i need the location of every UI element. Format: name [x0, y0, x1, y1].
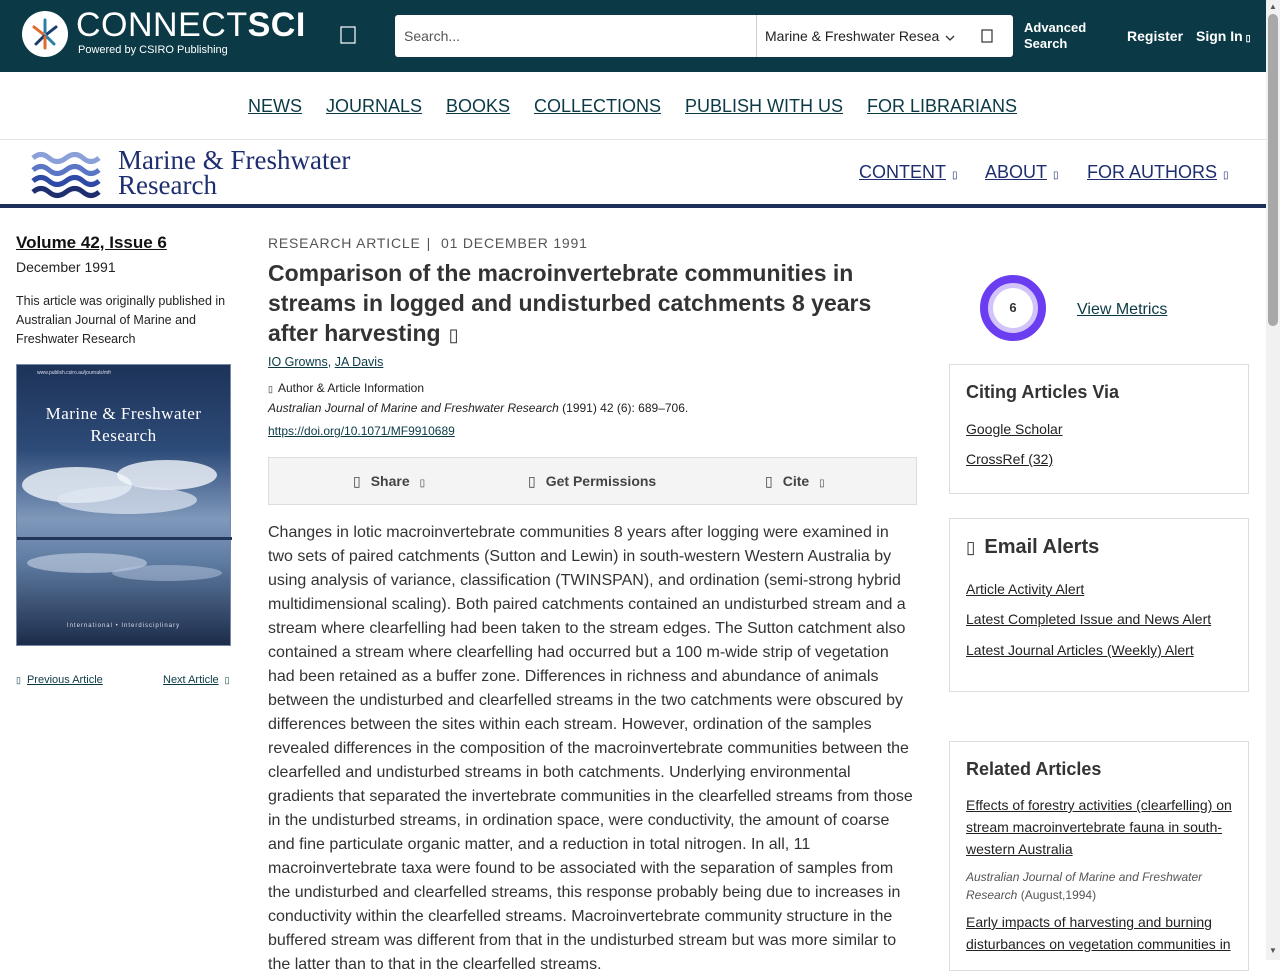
cite-label: Cite: [782, 473, 810, 489]
advanced-search-line2: Search: [1024, 36, 1068, 51]
cover-landscape-illustration: [17, 445, 232, 615]
nav-publish-with-us[interactable]: PUBLISH WITH US: [685, 96, 844, 116]
citing-articles-panel: [949, 364, 1249, 494]
latest-articles-alert-link[interactable]: Latest Journal Articles (Weekly) Alert: [966, 642, 1194, 658]
journal-waves-logo-icon[interactable]: [32, 150, 100, 196]
nav-collections[interactable]: COLLECTIONS: [534, 96, 662, 116]
journal-header: [0, 140, 1266, 206]
article-title-text: Comparison of the macroinvertebrate communities in streams in logged and undisturbed catchments 8 years after harvesting: [268, 260, 872, 346]
search-icon[interactable]: [977, 26, 997, 46]
article-type-line: [268, 235, 588, 251]
related-articles-panel: [949, 741, 1249, 971]
related-article-date: (August,1994): [1020, 888, 1097, 902]
email-alerts-title: [966, 536, 1099, 559]
article-abstract: Changes in lotic macroinvertebrate communities 8 years after logging were examined in two sets of paired catchments (Sutton and Lewin) in south-western Western Australia by using analysis of variance, classification (TWINSPAN), and ordination (semi-strong hybrid multidimensional scaling). Both paired catchments contained an undisturbed stream and a stream where clearfelling had been taken to the stream edges. The Sutton catchment also contained a stream where clearfelling had occurred but a 100 m-wide strip of vegetation had been retained as a buffer zone. Differences in richness and abundance of animals between the undisturbed and clearfelled streams in the two catchments were obscured by differences between the sites within each stream. However, ordination of the samples revealed differences in the composition of the macroinvertebrate communities between the clearfelled and undisturbed streams in both catchments. Underlying environmental gradients that separated the invertebrate communities in the clearfelled streams from those in the undisturbed streams, in ordination space, were conductivity, the amount of coarse and fine particulate organic matter, and a reduction in total nitrogen. In all, 11 macroinvertebrate taxa were found to be associated with the separation of samples from the undisturbed and clearfelled streams, this response probably being due to increases in conductivity within the clearfelled streams. Macroinvertebrate community structure in the buffered stream was different from that in the undisturbed stream but was more similar to the latter than to that in the clearfelled streams.: [268, 524, 913, 973]
email-alerts-panel: [949, 518, 1249, 692]
cite-button[interactable]: [765, 473, 825, 490]
get-permissions-label: Get Permissions: [545, 473, 657, 489]
previous-article-link[interactable]: [16, 674, 103, 686]
journal-nav-content-label: CONTENT: [859, 162, 946, 182]
nav-journals[interactable]: JOURNALS: [326, 96, 423, 116]
chevron-down-icon[interactable]: [945, 30, 955, 40]
journal-nav-about[interactable]: [985, 162, 1059, 183]
permissions-icon: ▯: [528, 473, 536, 489]
main-nav: [0, 72, 1266, 140]
article-citation: [268, 401, 688, 415]
search-scope-select[interactable]: Marine & Freshwater Resea: [765, 28, 940, 44]
related-articles-title: Related Articles: [966, 759, 1102, 779]
related-article-journal: Australian Journal of Marine and Freshwater Research: [966, 870, 1203, 902]
author-link[interactable]: IO Growns: [268, 355, 328, 369]
article-title-icon: ▯: [448, 325, 459, 345]
article-activity-alert-link[interactable]: Article Activity Alert: [966, 581, 1085, 597]
chevron-down-icon: ▯: [1223, 170, 1229, 181]
brand-name-bold: SCI: [247, 6, 306, 44]
cover-title-line2: Research: [90, 426, 157, 445]
scrollbar-thumb[interactable]: [1268, 14, 1278, 326]
sign-in-label: Sign In: [1196, 28, 1243, 44]
journal-nav-about-label: ABOUT: [985, 162, 1048, 182]
quote-icon: ▯: [765, 473, 773, 489]
article-toolbar: [268, 457, 917, 505]
chevron-down-icon: ▯: [1053, 170, 1059, 181]
journal-nav-for-authors-label: FOR AUTHORS: [1087, 162, 1218, 182]
latest-issue-alert-link[interactable]: Latest Completed Issue and News Alert: [966, 611, 1212, 627]
journal-header-rule: [0, 204, 1266, 208]
journal-title[interactable]: [118, 145, 351, 200]
bell-icon: ▯: [966, 538, 976, 557]
chevron-left-icon: ▯: [16, 675, 21, 685]
related-article-meta: [966, 868, 1242, 904]
author-info-toggle[interactable]: [268, 381, 424, 395]
page-scrollbar[interactable]: [1266, 0, 1280, 960]
journal-title-line1: Marine & Freshwater: [118, 145, 351, 175]
sign-in-icon: ▯: [1245, 33, 1251, 43]
view-metrics-link[interactable]: View Metrics: [1077, 301, 1168, 318]
email-alerts-label: Email Alerts: [984, 536, 1100, 558]
citation-details: (1991) 42 (6): 689–706.: [558, 401, 689, 415]
article-type: RESEARCH ARTICLE: [268, 235, 421, 251]
nav-news[interactable]: NEWS: [248, 96, 302, 116]
issue-cover-image[interactable]: [16, 364, 231, 646]
chevron-down-icon: ▯: [952, 170, 958, 181]
citing-articles-title: Citing Articles Via: [966, 382, 1120, 402]
search-input[interactable]: [395, 15, 756, 57]
altmetric-score: 6: [1009, 300, 1017, 315]
advanced-search-line1: Advanced: [1024, 20, 1087, 35]
crossref-link[interactable]: CrossRef (32): [966, 451, 1054, 467]
journal-title-line2: Research: [118, 170, 217, 200]
get-permissions-button[interactable]: [528, 473, 656, 490]
brand-name: [76, 6, 306, 44]
brand-name-light: CONNECT: [76, 6, 248, 44]
chevron-right-icon: ▯: [224, 675, 230, 685]
cover-title-line1: Marine & Freshwater: [45, 404, 202, 423]
search-divider: [756, 15, 757, 57]
next-article-label: Next Article: [163, 674, 219, 686]
original-publication-note: This article was originally published in Australian Journal of Marine and Freshwater Research: [16, 294, 226, 346]
related-article-link[interactable]: Effects of forestry activities (clearfelling) on stream macroinvertebrate fauna in south-western Australia: [966, 797, 1232, 857]
altmetric-badge[interactable]: [980, 275, 1046, 341]
chevron-down-icon: ▯: [419, 478, 426, 489]
register-link[interactable]: Register: [1127, 28, 1184, 44]
brand[interactable]: [76, 6, 306, 56]
scroll-up-arrow-icon[interactable]: ▲: [1269, 2, 1277, 11]
author-link[interactable]: JA Davis: [334, 355, 384, 369]
sign-in-link[interactable]: [1196, 28, 1251, 44]
advanced-search-link[interactable]: [1024, 20, 1086, 52]
share-icon: ▯: [353, 473, 361, 489]
article-title: [268, 258, 918, 350]
author-list: [268, 355, 383, 369]
article-date: 01 DECEMBER 1991: [441, 235, 588, 251]
nav-books[interactable]: BOOKS: [446, 96, 511, 116]
author-info-label: Author & Article Information: [277, 381, 425, 395]
issue-date: December 1991: [16, 259, 116, 275]
plus-icon: ▯: [268, 384, 273, 394]
share-label: Share: [370, 473, 410, 489]
article-type-separator: |: [426, 235, 432, 251]
next-article-link[interactable]: [163, 674, 230, 686]
connectsci-logo-icon[interactable]: [22, 11, 68, 57]
brand-subtitle: Powered by CSIRO Publishing: [78, 44, 228, 56]
cover-footer: International • Interdisciplinary: [66, 623, 181, 629]
cover-title: [17, 403, 230, 447]
journal-nav-content[interactable]: [859, 162, 958, 183]
top-bar: [0, 0, 1266, 72]
doi-link[interactable]: https://doi.org/10.1071/MF9910689: [268, 424, 455, 438]
scroll-down-arrow-icon[interactable]: ▼: [1269, 946, 1277, 955]
author-separator: ,: [327, 355, 335, 369]
share-button[interactable]: [353, 473, 425, 490]
journal-nav-for-authors[interactable]: [1087, 162, 1229, 183]
citation-journal: Australian Journal of Marine and Freshwater Research: [268, 401, 559, 415]
related-article-link[interactable]: Early impacts of harvesting and burning disturbances on vegetation communities in: [966, 914, 1231, 952]
chevron-down-icon: ▯: [819, 478, 825, 489]
hamburger-menu-icon[interactable]: [340, 26, 356, 44]
issue-volume-link[interactable]: Volume 42, Issue 6: [16, 233, 167, 252]
google-scholar-link[interactable]: Google Scholar: [966, 421, 1063, 437]
search-bar: [395, 15, 1013, 57]
previous-article-label: Previous Article: [26, 674, 103, 686]
nav-for-librarians[interactable]: FOR LIBRARIANS: [867, 96, 1018, 116]
cover-url: www.publish.csiro.au/journals/mfr: [37, 370, 112, 376]
